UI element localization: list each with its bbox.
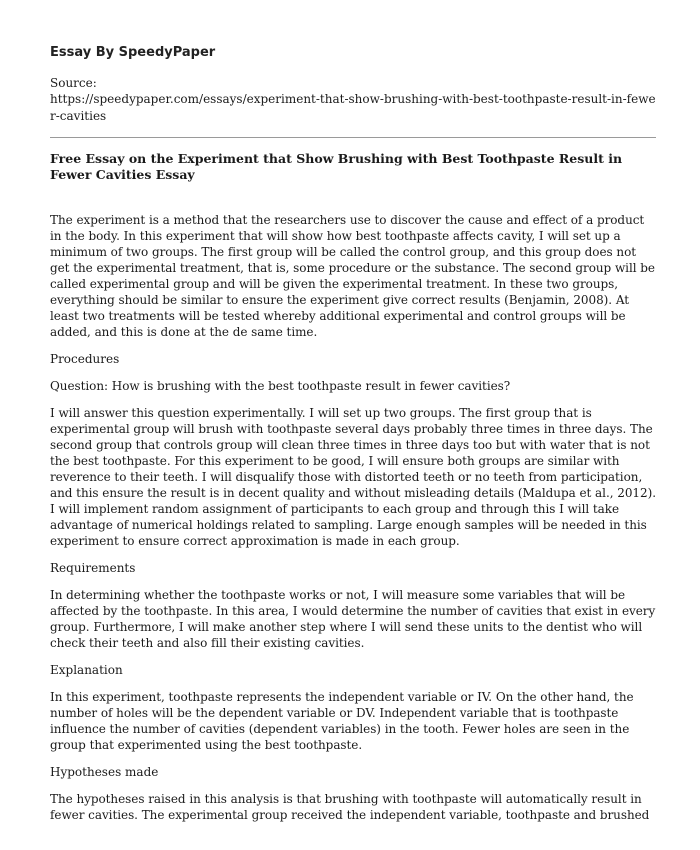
requirements-heading: Requirements — [50, 561, 136, 575]
essay-title: Free Essay on the Experiment that Show Brushing with Best Toothpaste Result in Fewer Cavities Essay — [50, 151, 623, 182]
intro-paragraph: The experiment is a method that the researchers use to discover the cause and effect of a product in the body. In this experiment that will show how best toothpaste affects cavity, I will set up a minimum of two groups. The first group will be called the control group, and this group does not get the experimental treatment, that is, some procedure or the substance. The second group will be called experimental group and will be given the experimental treatment. In these two groups, everything should be similar to ensure the experiment give correct results (Benjamin, 2008). At least two treatments will be tested whereby additional experimental and control groups will be added, and this is done at the de same time. — [50, 213, 655, 339]
document-header-title: Essay By SpeedyPaper — [50, 45, 216, 60]
source-url: https://speedypaper.com/essays/experiment-that-show-brushing-with-best-toothpaste-result-in-fewer-cavities — [50, 92, 656, 123]
explanation-paragraph: In this experiment, toothpaste represents the independent variable or IV. On the other hand, the number of holes will be the dependent variable or DV. Independent variable that is toothpaste influence the number of cavities (dependent variables) in the tooth. Fewer holes are seen in the group that experimented using the best toothpaste. — [50, 690, 634, 752]
essay-body — [50, 212, 656, 834]
question-paragraph: Question: How is brushing with the best toothpaste result in fewer cavities? — [50, 379, 511, 393]
explanation-heading: Explanation — [50, 663, 123, 677]
requirements-paragraph: In determining whether the toothpaste works or not, I will measure some variables that will be affected by the toothpaste. In this area, I would determine the number of cavities that exist in every group. Furthermore, I will make another step where I will send these units to the dentist who will check their teeth and also fill their existing cavities. — [50, 588, 656, 650]
hypotheses-heading: Hypotheses made — [50, 765, 159, 779]
hypotheses-paragraph: The hypotheses raised in this analysis is that brushing with toothpaste will automatically result in fewer cavities. The experimental group received the independent variable, toothpaste and brushed — [50, 792, 650, 822]
procedures-paragraph: I will answer this question experimentally. I will set up two groups. The first group that is experimental group will brush with toothpaste several days probably three times in three days. The second group that controls group will clean three times in three days too but with water that is not the best toothpaste. For this experiment to be good, I will ensure both groups are similar with reverence to their teeth. I will disqualify those with distorted teeth or no teeth from participation, and this ensure the result is in decent quality and without misleading details (Maldupa et al., 2012). I will implement random assignment of participants to each group and through this I will take advantage of numerical holdings related to sampling. Large enough samples will be needed in this experiment to ensure correct approximation is made in each group. — [50, 406, 656, 548]
header-divider — [50, 137, 656, 138]
source-label: Source: — [50, 76, 97, 90]
procedures-heading: Procedures — [50, 352, 120, 366]
